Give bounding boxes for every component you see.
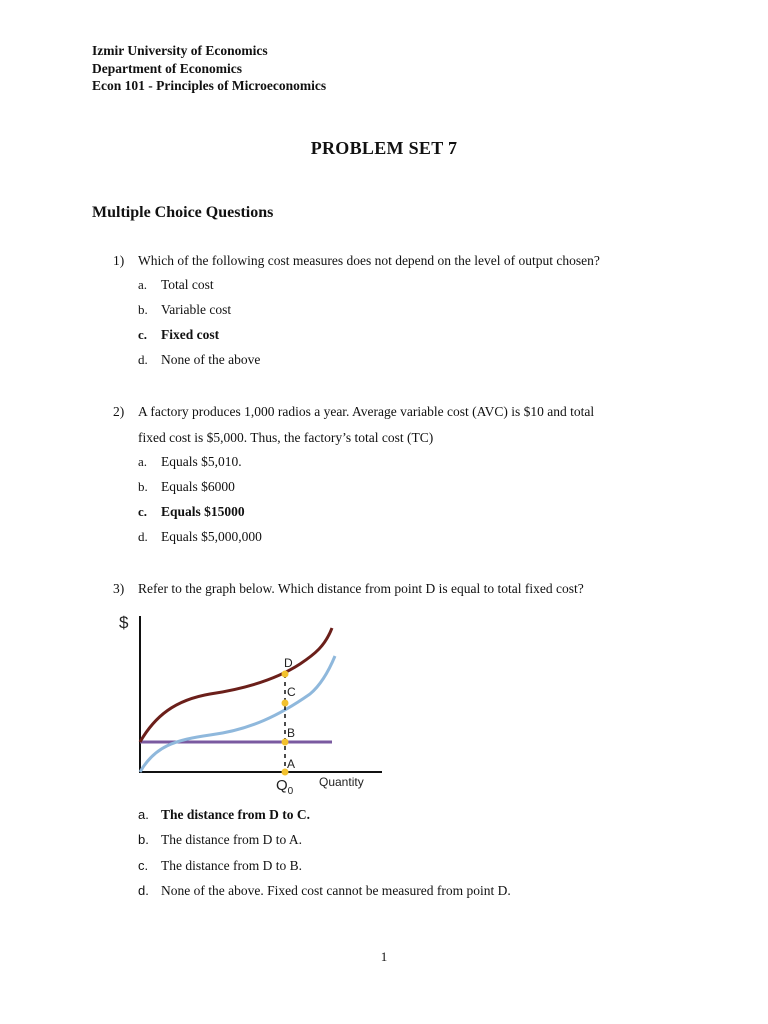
q1-option-c-letter: c. xyxy=(138,327,148,342)
q2-option-a-text: Equals $5,010. xyxy=(161,454,242,469)
q2-option-b-text: Equals $6000 xyxy=(161,479,235,494)
question-1-number: 1) xyxy=(113,253,125,268)
q2-option-c-text: Equals $15000 xyxy=(161,504,245,519)
q3-option-b-letter: b. xyxy=(138,832,149,847)
q1-option-b-text: Variable cost xyxy=(161,302,232,317)
q1-option-d-letter: d. xyxy=(138,352,148,367)
q2-option-c-letter: c. xyxy=(138,504,148,519)
q3-option-c-letter: c. xyxy=(138,858,149,873)
q2-option-d-text: Equals $5,000,000 xyxy=(161,529,262,544)
q1-option-c-text: Fixed cost xyxy=(161,327,220,342)
total-cost-curve xyxy=(140,628,332,742)
variable-cost-curve xyxy=(140,656,335,772)
q2-option-d-letter: d. xyxy=(138,529,148,544)
q1-option-a-letter: a. xyxy=(138,277,148,292)
q2-option-a-letter: a. xyxy=(138,454,148,469)
page-number: 1 xyxy=(380,949,388,964)
page-title: PROBLEM SET 7 xyxy=(310,138,458,158)
question-3-text: Refer to the graph below. Which distance from point D is equal to total fixed cost? xyxy=(138,581,584,596)
point-d xyxy=(282,671,289,678)
point-d-label: D xyxy=(284,656,293,670)
university-name: Izmir University of Economics xyxy=(92,43,268,58)
q1-option-a-text: Total cost xyxy=(161,277,214,292)
q2-option-b-letter: b. xyxy=(138,479,148,494)
cost-curves-graph xyxy=(110,606,390,798)
point-b-label: B xyxy=(287,726,296,740)
x-axis-label: Quantity xyxy=(319,775,364,789)
question-1-text: Which of the following cost measures does not depend on the level of output chosen? xyxy=(138,253,600,268)
q3-option-b-text: The distance from D to A. xyxy=(161,832,302,847)
y-axis-label: $ xyxy=(119,613,129,632)
point-c xyxy=(282,700,289,707)
question-2-text-line-1: A factory produces 1,000 radios a year. Average variable cost (AVC) is $10 and total xyxy=(138,404,595,419)
course-name: Econ 101 - Principles of Microeconomics xyxy=(92,78,327,93)
question-3-number: 3) xyxy=(113,581,125,596)
q0-label: $Q_0$ xyxy=(276,777,294,797)
point-a-label: A xyxy=(287,757,296,771)
department-name: Department of Economics xyxy=(92,61,242,76)
section-heading: Multiple Choice Questions xyxy=(92,204,274,221)
q3-option-c-text: The distance from D to B. xyxy=(161,858,302,873)
point-c-label: C xyxy=(287,685,296,699)
q3-option-a-text: The distance from D to C. xyxy=(161,807,310,822)
q1-option-b-letter: b. xyxy=(138,302,148,317)
question-2-text-line-2: fixed cost is $5,000. Thus, the factory’s total cost (TC) xyxy=(138,430,434,445)
q3-option-d-text: None of the above. Fixed cost cannot be measured from point D. xyxy=(161,883,511,898)
q3-option-a-letter: a. xyxy=(138,807,149,822)
q3-option-d-letter: d. xyxy=(138,883,149,898)
question-2-number: 2) xyxy=(113,404,125,419)
q1-option-d-text: None of the above xyxy=(161,352,261,367)
